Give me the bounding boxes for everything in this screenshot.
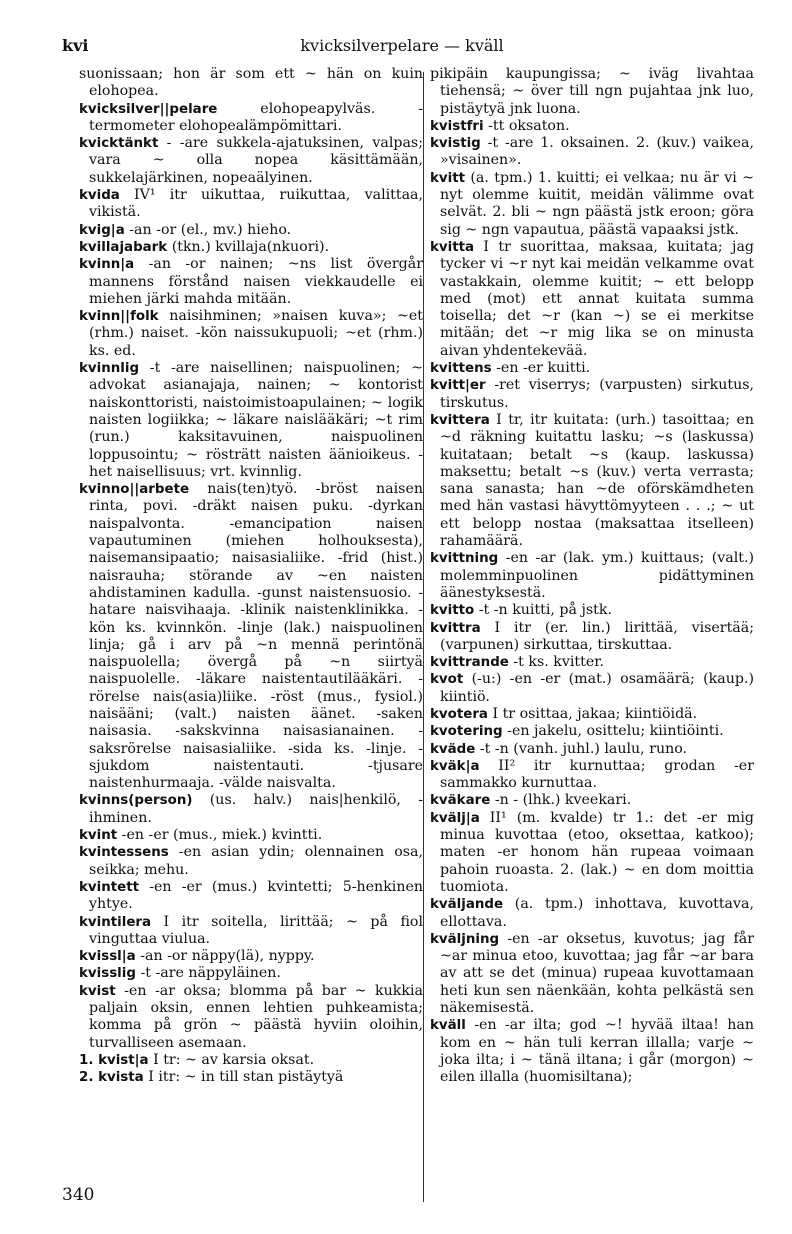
entry-headword: kvicktänkt <box>79 136 159 152</box>
entry-headword: kvinnlig <box>79 361 140 377</box>
dictionary-entry <box>430 723 754 740</box>
entry-definition: I itr (er. lin.) lirittää, visertää; (varpunen) sirkuttaa, tirskuttaa. <box>440 619 754 653</box>
dictionary-entry <box>79 914 423 949</box>
entry-headword: kväljning <box>430 931 500 947</box>
page-number: 340 <box>62 1185 95 1205</box>
entry-headword: kvälj|a <box>430 810 480 826</box>
entry-headword: kvittens <box>430 361 492 377</box>
entry-headword: kvintett <box>79 879 140 895</box>
dictionary-entry <box>430 239 754 360</box>
entry-definition: suonissaan; hon är som ett ~ hän on kuin elohopea. <box>79 66 423 100</box>
dictionary-entry <box>430 792 754 809</box>
entry-headword: kvinn||folk <box>79 309 159 325</box>
dictionary-entry <box>430 931 754 1017</box>
entry-definition: -t -are naisellinen; naispuolinen; ~ advokat asianajaja, nainen; ~ kontorist naiskonttoristi, naistoimistoapulainen; ~ logik naisten logiikka; ~ läkare naislääkäri; ~t rim (run.) kaksitavuinen, naispuolinen loppusointu; ~ rösträtt naisten äänioikeus. -het naisellisuus; vrt. kvinnlig. <box>89 360 423 480</box>
entry-headword: kväkare <box>430 793 491 809</box>
entry-definition: elohopeapylväs. -termometer elohopealämpömittari. <box>89 100 423 134</box>
entry-definition: -en -ar ilta; god ~! hyvää iltaa! han kom en ~ hän tuli kerran illalla; varje ~ joka ilta; i ~ tänä iltana; i går (morgon) ~ eilen illalla (huomisiltana); <box>440 1017 754 1086</box>
entry-definition: -en -er (mus.) kvintetti; 5-henkinen yhtye. <box>89 878 423 913</box>
entry-definition: II² itr kurnuttaa; grodan -er sammakko kurnuttaa. <box>440 757 754 792</box>
entry-definition: -ret viserrys; (varpusten) sirkutus, tirskutus. <box>440 377 754 411</box>
entry-definition: (tkn.) kvillaja(nkuori). <box>167 238 330 255</box>
entry-headword: kvissl|a <box>79 949 136 965</box>
dictionary-entry <box>79 1052 423 1069</box>
entry-definition: -en -er (mus., miek.) kvintti. <box>117 827 323 844</box>
dictionary-entry <box>430 810 754 896</box>
entry-headword: kvittera <box>430 412 490 428</box>
entry-headword: kvotera <box>430 706 488 722</box>
dictionary-entry <box>430 550 754 602</box>
dictionary-entry <box>79 827 423 844</box>
entry-definition: -t -are 1. oksainen. 2. (kuv.) vaikea, »visainen». <box>440 135 754 169</box>
dictionary-entry <box>79 360 423 481</box>
entry-headword: kvittning <box>430 551 499 567</box>
dictionary-entry <box>79 239 423 256</box>
entry-headword: kvisslig <box>79 966 136 982</box>
dictionary-entry <box>79 187 423 222</box>
entry-definition: -an -or (el., mv.) hieho. <box>124 221 292 238</box>
dictionary-entry <box>79 481 423 792</box>
entry-headword: kvistfri <box>430 118 484 134</box>
entry-headword: 2. kvista <box>79 1070 144 1086</box>
entry-definition: -en jakelu, osittelu; kiintiöinti. <box>502 723 724 740</box>
dictionary-entry <box>430 377 754 412</box>
entry-headword: kväll <box>430 1018 466 1034</box>
entry-headword: kvitto <box>430 603 475 619</box>
entry-headword: kvintessens <box>79 845 169 861</box>
entry-headword: kväljande <box>430 897 504 913</box>
page-header <box>62 36 742 60</box>
entry-definition: I tr: ~ av karsia oksat. <box>148 1051 315 1068</box>
entry-definition: (a. tpm.) 1. kuitti; ei velkaa; nu är vi ~ nyt olemme kuitit, meidän välimme ovat selvät. 2. bli ~ ngn päästä jstk eroon; göra sig ~ ngn vapautua, päästä vapaaksi jstk. <box>440 169 754 238</box>
entry-headword: 1. kvist|a <box>79 1052 149 1068</box>
column-divider <box>423 72 424 1202</box>
entry-headword: kvig|a <box>79 222 125 238</box>
entry-definition: -t -are näppyläinen. <box>135 965 281 982</box>
dictionary-entry <box>79 792 423 827</box>
dictionary-entry <box>79 256 423 308</box>
entry-headword: kväk|a <box>430 758 480 774</box>
dictionary-entry <box>430 654 754 671</box>
dictionary-entry <box>430 706 754 723</box>
dictionary-entry <box>79 66 423 101</box>
entry-definition: -t ks. kvitter. <box>508 654 604 671</box>
running-title: kvicksilverpelare — kväll <box>300 36 504 55</box>
entry-headword: kvicksilver||pelare <box>79 101 218 117</box>
entry-headword: kvittra <box>430 620 481 636</box>
entry-definition: I tr suorittaa, maksaa, kuitata; jag tycker vi ~r nyt kai meidän velkamme ovat vastakkain, olemme kuitit; ~ ett belopp med (mot) ett annat kuitata summa toisella; det ~r (kan ~) se ei merkitse mitään; det ~r mig lika se on minusta aivan yhdentekevää. <box>440 238 754 359</box>
entry-definition: II¹ (m. kvalde) tr 1.: det -er mig minua kuvottaa (etoo, oksettaa, katkoo); maten -er honom hän rupeaa voimaan pahoin ruoasta. 2. (lak.) ~ en dom moittia tuomiota. <box>440 809 754 895</box>
entry-definition: -en -ar oksa; blomma på bar ~ kukkia paljain oksin, ennen lehtien puhkeamista; komma på grön ~ päästä hyviin oloihin, turvalliseen asemaan. <box>89 982 423 1051</box>
entry-definition: IV¹ itr uikuttaa, ruikuttaa, valittaa, vikistä. <box>89 187 423 221</box>
entry-definition: -en -ar (lak. ym.) kuittaus; (valt.) molemminpuolinen pidättyminen äänestyksestä. <box>440 550 754 601</box>
entry-headword: kväde <box>430 741 476 757</box>
entry-definition: -tt oksaton. <box>483 117 570 134</box>
dictionary-entry <box>79 1069 423 1086</box>
entry-definition: I itr soitella, lirittää; ~ på fiol vinguttaa viulua. <box>89 913 423 947</box>
dictionary-entry <box>430 671 754 706</box>
entry-definition: -en -ar oksetus, kuvotus; jag får ~ar minua etoo, kuvottaa; jag får ~ar bara av att se det (minua) rupeaa kuvottamaan heti kun sen näenkään, kohta pelkästä sen näkemisestä. <box>440 930 754 1017</box>
right-column <box>430 66 754 1087</box>
entry-definition: -en -er kuitti. <box>491 360 591 377</box>
entry-definition: I tr osittaa, jakaa; kiintiöidä. <box>487 705 698 722</box>
entry-headword: kvotering <box>430 724 503 740</box>
entry-definition: -n - (lhk.) kveekari. <box>490 792 632 809</box>
entry-definition: -t -n (vanh. juhl.) laulu, runo. <box>475 740 688 757</box>
left-column <box>79 66 423 1087</box>
entry-definition: (-u:) -en -er (mat.) osamäärä; (kaup.) kiintiö. <box>440 671 754 705</box>
dictionary-entry <box>430 602 754 619</box>
dictionary-entry <box>79 983 423 1052</box>
dictionary-entry <box>79 308 423 360</box>
dictionary-entry <box>430 1017 754 1086</box>
dictionary-entry <box>430 135 754 170</box>
guide-word: kvi <box>62 36 89 55</box>
entry-definition: -an -or näppy(lä), nyppy. <box>135 948 315 965</box>
entry-definition: -en asian ydin; olennainen osa, seikka; mehu. <box>89 844 423 878</box>
entry-definition: (us. halv.) nais|henkilö, -ihminen. <box>89 792 423 826</box>
entry-headword: kvitt <box>430 170 466 186</box>
entry-headword: kvist <box>79 983 116 999</box>
entry-definition: nais(ten)työ. -bröst naisen rinta, povi. -dräkt naisen puku. -dyrkan naispalvonta. -emancipation naisen vapautuminen (miehen holhouksesta), naisemansipaatio; naisasialiike. -frid (hist.) naisrauha; störande av ~en naisten ahdistaminen kadulla. -gunst naistensuosio. -hatare naisvihaaja. -klinik naistenklinikka. -kön ks. kvinnkön. -linje (lak.) naispuolinen linja; gå i arv på ~n mennä perintönä naispuolella; övergå på ~n siirtyä naispuolelle. -läkare naistentautilääkäri. -rörelse nais(asia)liike. -röst (mus., fysiol.) naisääni; (valt.) naisten äänet. -saken naisasia. -sakskvinna naisasianainen. -saksrörelse naisasialiike. -sida ks. -linje. -sjukdom naistentauti. -tjusare naistenhurmaaja. -välde naisvalta. <box>89 481 423 792</box>
dictionary-entry <box>430 896 754 931</box>
entry-definition: I tr, itr kuitata: (urh.) tasoittaa; en ~d räkning kuitattu lasku; ~s (laskussa) kuitataan; betalt ~s (kaup. laskussa) maksettu; betalt ~s (kuv.) verta verrasta; sana sanasta; han ~de oförskämdheten med hän vastasi hävyttömyyteen . . .; ~ ut ett belopp nostaa (maksattaa itselleen) rahamäärä. <box>440 411 754 550</box>
entry-headword: kvittrande <box>430 655 509 671</box>
dictionary-entry <box>430 741 754 758</box>
entry-definition: -t -n kuitti, på jstk. <box>474 602 612 619</box>
dictionary-entry <box>79 879 423 914</box>
dictionary-entry <box>430 412 754 550</box>
entry-headword: kvitta <box>430 239 475 255</box>
dictionary-entry <box>430 170 754 239</box>
dictionary-entry <box>79 948 423 965</box>
dictionary-entry <box>79 965 423 982</box>
entry-definition: I itr: ~ in till stan pistäytyä <box>143 1069 344 1086</box>
entry-definition: -an -or nainen; ~ns list övergår mannens förstånd naisen viekkaudelle ei miehen järki mahda mitään. <box>89 256 423 307</box>
dictionary-entry <box>430 66 754 118</box>
entry-headword: kvinns(person) <box>79 793 193 809</box>
dictionary-entry <box>79 101 423 136</box>
entry-headword: kvitt|er <box>430 378 486 394</box>
entry-headword: kvintilera <box>79 914 152 930</box>
dictionary-entry <box>79 844 423 879</box>
entry-headword: kvinno||arbete <box>79 482 190 498</box>
entry-headword: kvot <box>430 672 464 688</box>
entry-definition: (a. tpm.) inhottava, kuvottava, ellottava. <box>440 896 754 930</box>
entry-definition: naisihminen; »naisen kuva»; ~et (rhm.) naiset. -kön naissukupuoli; ~et (rhm.) ks. ed. <box>89 308 423 359</box>
entry-headword: kvida <box>79 188 120 204</box>
entry-headword: kvint <box>79 828 118 844</box>
entry-definition: pikipäin kaupungissa; ~ iväg livahtaa tiehensä; ~ över till ngn pujahtaa jnk luo, pistäytyä jnk luona. <box>430 66 754 117</box>
entry-headword: kvillajabark <box>79 239 168 255</box>
dictionary-entry <box>79 135 423 187</box>
entry-headword: kvistig <box>430 136 481 152</box>
dictionary-entry <box>430 118 754 135</box>
dictionary-entry <box>430 620 754 655</box>
dictionary-entry <box>430 758 754 793</box>
entry-definition: - -are sukkela-ajatuksinen, valpas; vara ~ olla nopea käsittämään, sukkelajärkinen, nopeaälyinen. <box>89 135 423 186</box>
entry-headword: kvinn|a <box>79 257 135 273</box>
dictionary-entry <box>430 360 754 377</box>
dictionary-entry <box>79 222 423 239</box>
